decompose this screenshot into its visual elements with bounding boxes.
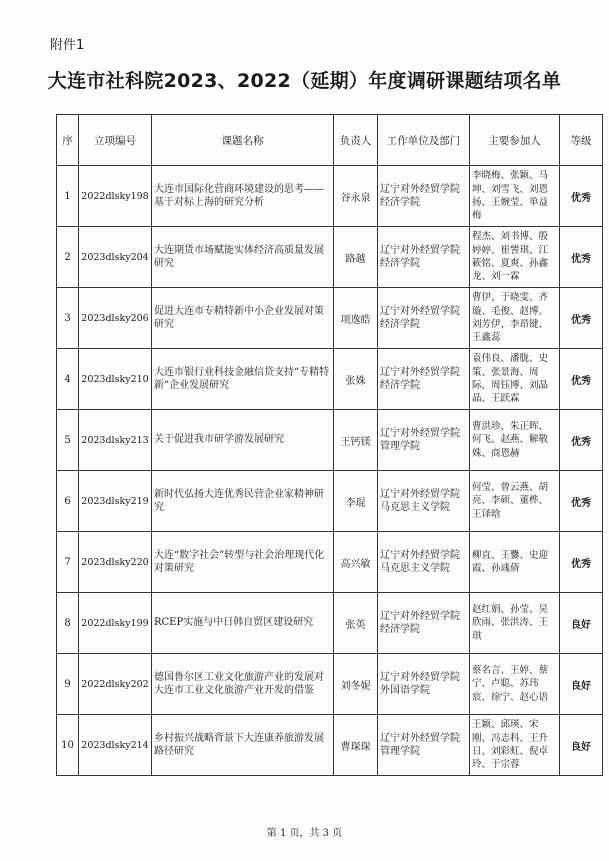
- table-row: [57, 532, 603, 593]
- row-grade: 优秀: [560, 166, 603, 227]
- row-leader: 刘冬妮: [334, 654, 378, 715]
- row-topic: 乡村振兴战略背景下大连康养旅游发展路径研究: [152, 715, 334, 776]
- row-index: 6: [57, 471, 79, 532]
- row-index: 8: [57, 593, 79, 654]
- row-members: 曹洪珍、朱正晖、何飞、赵燕、解敬姝、商恩赫: [470, 410, 560, 471]
- row-leader: 高兴敏: [334, 532, 378, 593]
- row-grade: 优秀: [560, 532, 603, 593]
- row-code: 2023dlsky220: [79, 532, 152, 593]
- header-grade: 等级: [560, 115, 603, 166]
- row-code: 2022dlsky199: [79, 593, 152, 654]
- row-leader: 项逸皓: [334, 288, 378, 349]
- row-topic: 新时代弘扬大连优秀民营企业家精神研究: [152, 471, 334, 532]
- row-members: 赵红娟、孙莹、吴欣雨、张洪涛、王琪: [470, 593, 560, 654]
- row-leader: 张姝: [334, 349, 378, 410]
- row-unit: 辽宁对外经贸学院外国语学院: [378, 654, 470, 715]
- row-grade: 优秀: [560, 410, 603, 471]
- row-unit: 辽宁对外经贸学院马克思主义学院: [378, 471, 470, 532]
- row-unit: 辽宁对外经贸学院管理学院: [378, 715, 470, 776]
- row-grade: 优秀: [560, 288, 603, 349]
- row-grade: 优秀: [560, 471, 603, 532]
- row-unit: 辽宁对外经贸学院经济学院: [378, 227, 470, 288]
- table-row: [57, 593, 603, 654]
- attachment-label: 附件1: [50, 38, 85, 53]
- row-code: 2023dlsky213: [79, 410, 152, 471]
- row-grade: 优秀: [560, 227, 603, 288]
- row-unit: 辽宁对外经贸学院经济学院: [378, 593, 470, 654]
- row-leader: 李琨: [334, 471, 378, 532]
- row-index: 9: [57, 654, 79, 715]
- row-unit: 辽宁对外经贸学院马克思主义学院: [378, 532, 470, 593]
- row-topic: 大连期货市场赋能实体经济高质量发展研究: [152, 227, 334, 288]
- table-row: [57, 349, 603, 410]
- row-members: 袁伟良、潘胧、史策、张景海、周际、周钰博、刘晶晶、王跃霖: [470, 349, 560, 410]
- row-code: 2023dlsky206: [79, 288, 152, 349]
- row-topic: RCEP实施与中日韩自贸区建设研究: [152, 593, 334, 654]
- row-index: 1: [57, 166, 79, 227]
- row-leader: 张英: [334, 593, 378, 654]
- row-topic: 大连市银行业科技金融信贷支持“专精特新”企业发展研究: [152, 349, 334, 410]
- row-unit: 辽宁对外经贸学院经济学院: [378, 166, 470, 227]
- row-index: 7: [57, 532, 79, 593]
- header-code: 立项编号: [79, 115, 152, 166]
- row-unit: 辽宁对外经贸学院经济学院: [378, 288, 470, 349]
- row-grade: 良好: [560, 715, 603, 776]
- header-members: 主要参加人: [470, 115, 560, 166]
- row-topic: 德国鲁尔区工业文化旅游产业的发展对大连市工业文化旅游产业开发的借鉴: [152, 654, 334, 715]
- header-topic: 课题名称: [152, 115, 334, 166]
- row-members: 李晓梅、张颖、马坤、刘雪飞、刘恩扬、王婉莹、单益梅: [470, 166, 560, 227]
- table-header-row: [57, 115, 603, 166]
- row-leader: 王钙镁: [334, 410, 378, 471]
- row-code: 2023dlsky214: [79, 715, 152, 776]
- row-leader: 谷永泉: [334, 166, 378, 227]
- row-topic: 关于促进我市研学游发展研究: [152, 410, 334, 471]
- row-members: 王颖、邱瑛、宋刚、冯志科、王升日、刘彩虹、倪卓玲、于宗蓉: [470, 715, 560, 776]
- row-topic: 促进大连市专精特新中小企业发展对策研究: [152, 288, 334, 349]
- row-members: 柳直、王爨、史迎霞、孙彧倩: [470, 532, 560, 593]
- page-footer: 第 1 页，共 3 页: [266, 828, 343, 839]
- row-leader: 路越: [334, 227, 378, 288]
- table-row: [57, 166, 603, 227]
- row-unit: 辽宁对外经贸学院经济学院: [378, 349, 470, 410]
- row-code: 2023dlsky219: [79, 471, 152, 532]
- row-grade: 良好: [560, 593, 603, 654]
- row-grade: 优秀: [560, 349, 603, 410]
- row-index: 3: [57, 288, 79, 349]
- table-row: [57, 227, 603, 288]
- row-members: 曹伊、于晓雯、齐璇、毛俊、赵博、刘芳伊、李昂键、王鑫蕊: [470, 288, 560, 349]
- row-members: 程杰、刘书博、殷婷婷、崔訾琪、江簌铭、夏爽、孙鑫龙、刘一霖: [470, 227, 560, 288]
- row-topic: 大连“数字社会”转型与社会治理现代化对策研究: [152, 532, 334, 593]
- row-index: 2: [57, 227, 79, 288]
- header-unit: 工作单位及部门: [378, 115, 470, 166]
- table-row: [57, 410, 603, 471]
- row-members: 何莹、曾云燕、胡亮、李硕、董桦、王译晗: [470, 471, 560, 532]
- table-row: [57, 471, 603, 532]
- row-code: 2023dlsky210: [79, 349, 152, 410]
- row-index: 10: [57, 715, 79, 776]
- row-code: 2023dlsky204: [79, 227, 152, 288]
- row-members: 蔡名言、王婷、蔡宁、卢聪、苏玮宸、徐宁、赵心语: [470, 654, 560, 715]
- row-code: 2022dlsky198: [79, 166, 152, 227]
- table-row: [57, 715, 603, 776]
- header-leader: 负责人: [334, 115, 378, 166]
- row-grade: 良好: [560, 654, 603, 715]
- row-topic: 大连市国际化营商环境建设的思考——基于对标上海的研究分析: [152, 166, 334, 227]
- table-row: [57, 654, 603, 715]
- header-index: 序: [57, 115, 79, 166]
- row-leader: 曹琛琛: [334, 715, 378, 776]
- project-table: [56, 114, 603, 776]
- row-code: 2022dlsky202: [79, 654, 152, 715]
- row-unit: 辽宁对外经贸学院管理学院: [378, 410, 470, 471]
- row-index: 5: [57, 410, 79, 471]
- document-title: 大连市社科院2023、2022（延期）年度调研课题结项名单: [47, 70, 562, 92]
- row-index: 4: [57, 349, 79, 410]
- table-row: [57, 288, 603, 349]
